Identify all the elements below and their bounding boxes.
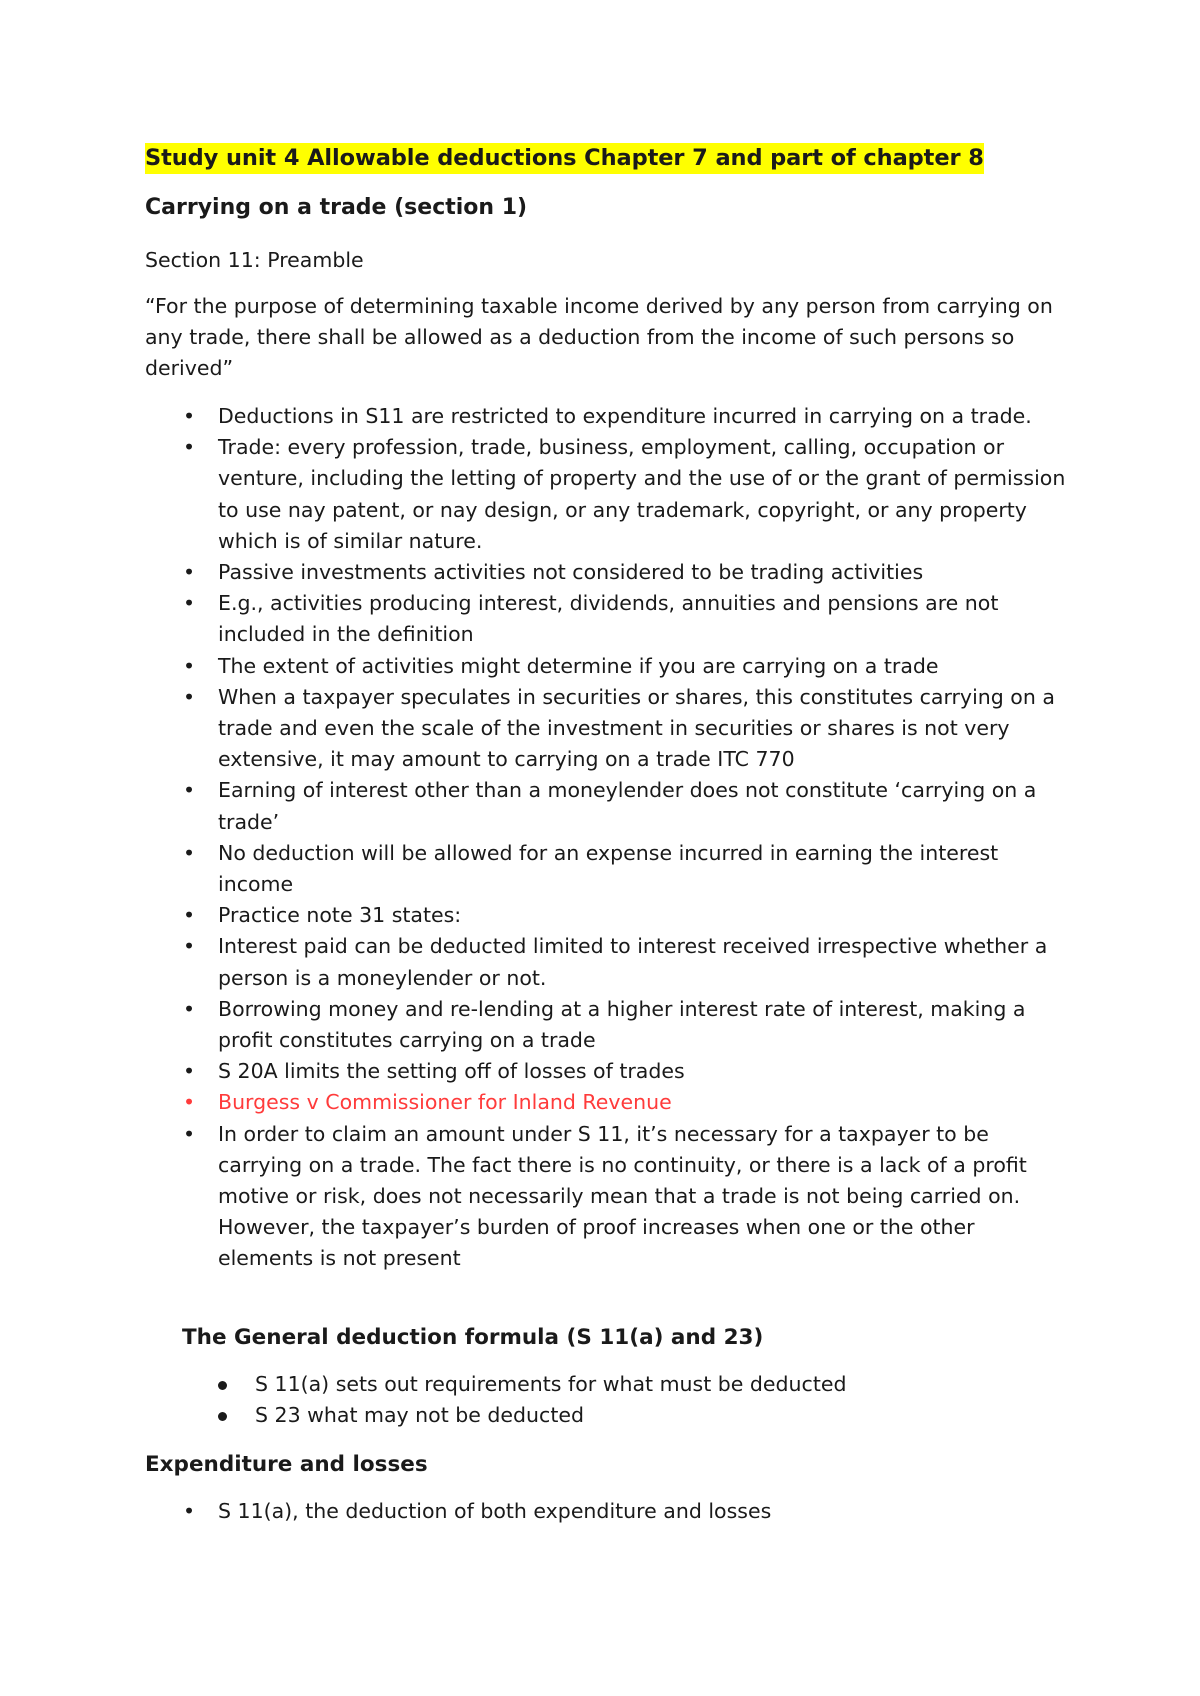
title-highlight: Study unit 4 Allowable deductions Chapter 7 and part of chapter 8 (145, 143, 984, 174)
list-item: • When a taxpayer speculates in securities or shares, this constitutes carrying on a trade and even the scale of the investment in securities or shares is not very extensive, it may amount to carrying on a trade ITC 770 (145, 682, 1075, 776)
list-item: • Borrowing money and re-lending at a higher interest rate of interest, making a profit constitutes carrying on a trade (145, 994, 1075, 1056)
case-reference-item: • Burgess v Commissioner for Inland Revenue (145, 1087, 1075, 1118)
expenditure-heading: Expenditure and losses (145, 1452, 428, 1477)
list-item: • Interest paid can be deducted limited to interest received irrespective whether a person is a moneylender or not. (145, 931, 1075, 993)
section-heading: Carrying on a trade (section 1) (145, 195, 528, 220)
list-item: • E.g., activities producing interest, dividends, annuities and pensions are not included in the definition (145, 588, 1075, 650)
preamble-label: Section 11: Preamble (145, 248, 364, 272)
list-item: • No deduction will be allowed for an expense incurred in earning the interest income (145, 838, 1075, 900)
list-item: S 11(a) sets out requirements for what must be deducted (182, 1369, 1062, 1400)
list-item: • Earning of interest other than a moneylender does not constitute ‘carrying on a trade’ (145, 775, 1075, 837)
list-item: • The extent of activities might determine if you are carrying on a trade (145, 651, 1075, 682)
trade-bullet-list (145, 401, 1075, 1275)
list-item: S 23 what may not be deducted (182, 1400, 1062, 1431)
list-item: • In order to claim an amount under S 11, it’s necessary for a taxpayer to be carrying on a trade. The fact there is no continuity, or there is a lack of a profit motive or risk, does not necessarily mean that a trade is not being carried on. However, the taxpayer’s burden of proof increases when one or the other elements is not present (145, 1119, 1075, 1275)
expenditure-list (145, 1496, 1075, 1527)
preamble-quote: “For the purpose of determining taxable income derived by any person from carrying on any trade, there shall be allowed as a deduction from the income of such persons so derived” (145, 294, 1053, 381)
list-item: • Passive investments activities not considered to be trading activities (145, 557, 1075, 588)
page-title (145, 143, 984, 174)
general-deduction-heading: The General deduction formula (S 11(a) and 23) (182, 1325, 764, 1350)
list-item: • S 11(a), the deduction of both expenditure and losses (145, 1496, 1075, 1527)
list-item: • Deductions in S11 are restricted to expenditure incurred in carrying on a trade. (145, 401, 1075, 432)
list-item: • S 20A limits the setting off of losses of trades (145, 1056, 1075, 1087)
general-deduction-list (182, 1369, 1062, 1431)
list-item: • Trade: every profession, trade, business, employment, calling, occupation or venture, including the letting of property and the use of or the grant of permission to use nay patent, or nay design, or any trademark, copyright, or any property which is of similar nature. (145, 432, 1075, 557)
list-item: • Practice note 31 states: (145, 900, 1075, 931)
